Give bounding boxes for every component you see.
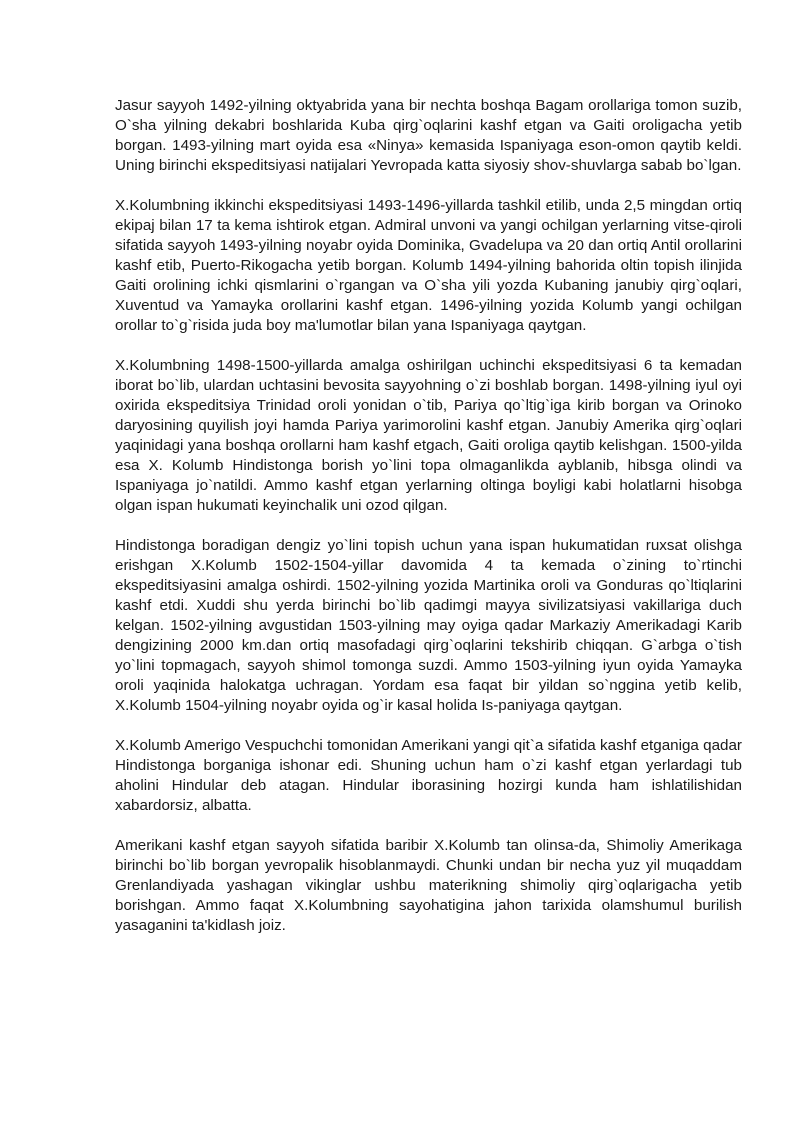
paragraph-first-expedition-return: Jasur sayyoh 1492-yilning oktyabrida yana bir nechta boshqa Bagam orollariga tomon suzib, O`sha yilning dekabri boshlarida Kuba qirg`oqlarini kashf etgan va Gaiti oroligacha yetib borgan. 1493-yilning mart oyida esa «Ninya» kemasida Ispaniyaga eson-omon qaytib keldi. Uning birinchi ekspeditsiyasi natijalari Yevropada katta siyosiy shov-shuvlarga sabab bo`lgan. — [115, 97, 742, 174]
paragraph-indians-naming: X.Kolumb Amerigo Vespuchchi tomonidan Amerikani yangi qit`a sifatida kashf etganiga qadar Hindistonga borganiga ishonar edi. Shuning uchun ham o`zi kashf etgan yerlardagi tub aholini Hindular deb atagan. Hindular iborasining hozirgi kunda ham ishlatilishidan xabardorsiz, albatta. — [115, 737, 742, 814]
paragraph-third-expedition: X.Kolumbning 1498-1500-yillarda amalga oshirilgan uchinchi ekspeditsiyasi 6 ta kemadan iborat bo`lib, ulardan uchtasini bevosita sayyohning o`zi boshlab borgan. 1498-yilning iyul oyi oxirida ekspeditsiya Trinidad oroli yonidan o`tib, Pariya qo`ltig`iga kirib borgan va Orinoko daryosining quyilish joyi hamda Pariya yarimorolini kashf etgan. Janubiy Amerika qirg`oqlari yaqinidagi yana boshqa orollarni ham kashf etgach, Gaiti oroliga qaytib kelishgan. 1500-yilda esa X. Kolumb Hindistonga borish yo`lini topa olmaganlikda ayblanib, hibsga olindi va Ispaniyaga jo`natildi. Ammo kashf etgan yerlarning oltinga boyligi kabi holatlarni hisobga olgan ispan hukumati keyinchalik uni ozod qilgan. — [115, 357, 742, 514]
paragraph-second-expedition: X.Kolumbning ikkinchi ekspeditsiyasi 1493-1496-yillarda tashkil etilib, unda 2,5 mingdan ortiq ekipaj bilan 17 ta kema ishtirok etgan. Admiral unvoni va yangi ochilgan yerlarning vitse-qiroli sifatida sayyoh 1493-yilning noyabr oyida Dominika, Gvadelupa va 20 dan ortiq Antil orollarini kashf etib, Puerto-Rikogacha yetib borgan. Kolumb 1494-yilning bahorida oltin topish ilinjida Gaiti orolining ichki qismlarini o`rgangan va O`sha yili yozda Kubaning janubiy qirg`oqlari, Xuventud va Yamayka orollarini kashf etgan. 1496-yilning yozida Kolumb yangi ochilgan orollar to`g`risida juda boy ma'lumotlar bilan yana Ispaniyaga qaytgan. — [115, 197, 742, 334]
paragraph-vikings-conclusion: Amerikani kashf etgan sayyoh sifatida baribir X.Kolumb tan olinsa-da, Shimoliy Amerikaga birinchi bo`lib borgan yevropalik hisoblanmaydi. Chunki undan bir necha yuz yil muqaddam Grenlandiyada yashagan vikinglar ushbu materikning shimoliy qirg`oqlarigacha yetib borishgan. Ammo faqat X.Kolumbning sayohatigina jahon tarixida olamshumul burilish yasaganini ta'kidlash joiz. — [115, 837, 742, 934]
document-page — [115, 96, 742, 956]
paragraph-fourth-expedition: Hindistonga boradigan dengiz yo`lini topish uchun yana ispan hukumatidan ruxsat olishga erishgan X.Kolumb 1502-1504-yillar davomida 4 ta kemada o`zining to`rtinchi ekspeditsiyasini amalga oshirdi. 1502-yilning yozida Martinika oroli va Gonduras qo`ltiqlarini kashf etdi. Xuddi shu yerda birinchi bo`lib qadimgi mayya sivilizatsiyasi vakillariga duch kelgan. 1502-yilning avgustidan 1503-yilning may oyiga qadar Markaziy Amerikadagi Karib dengizining 2000 km.dan ortiq masofadagi qirg`oqlarini tekshirib chiqqan. G`arbga o`tish yo`lini topmagach, sayyoh shimol tomonga suzdi. Ammo 1503-yilning iyun oyida Yamayka oroli yaqinida halokatga uchragan. Yordam esa faqat bir yildan so`nggina yetib kelib, X.Kolumb 1504-yilning noyabr oyida og`ir kasal holida Is-paniyaga qaytgan. — [115, 537, 742, 714]
